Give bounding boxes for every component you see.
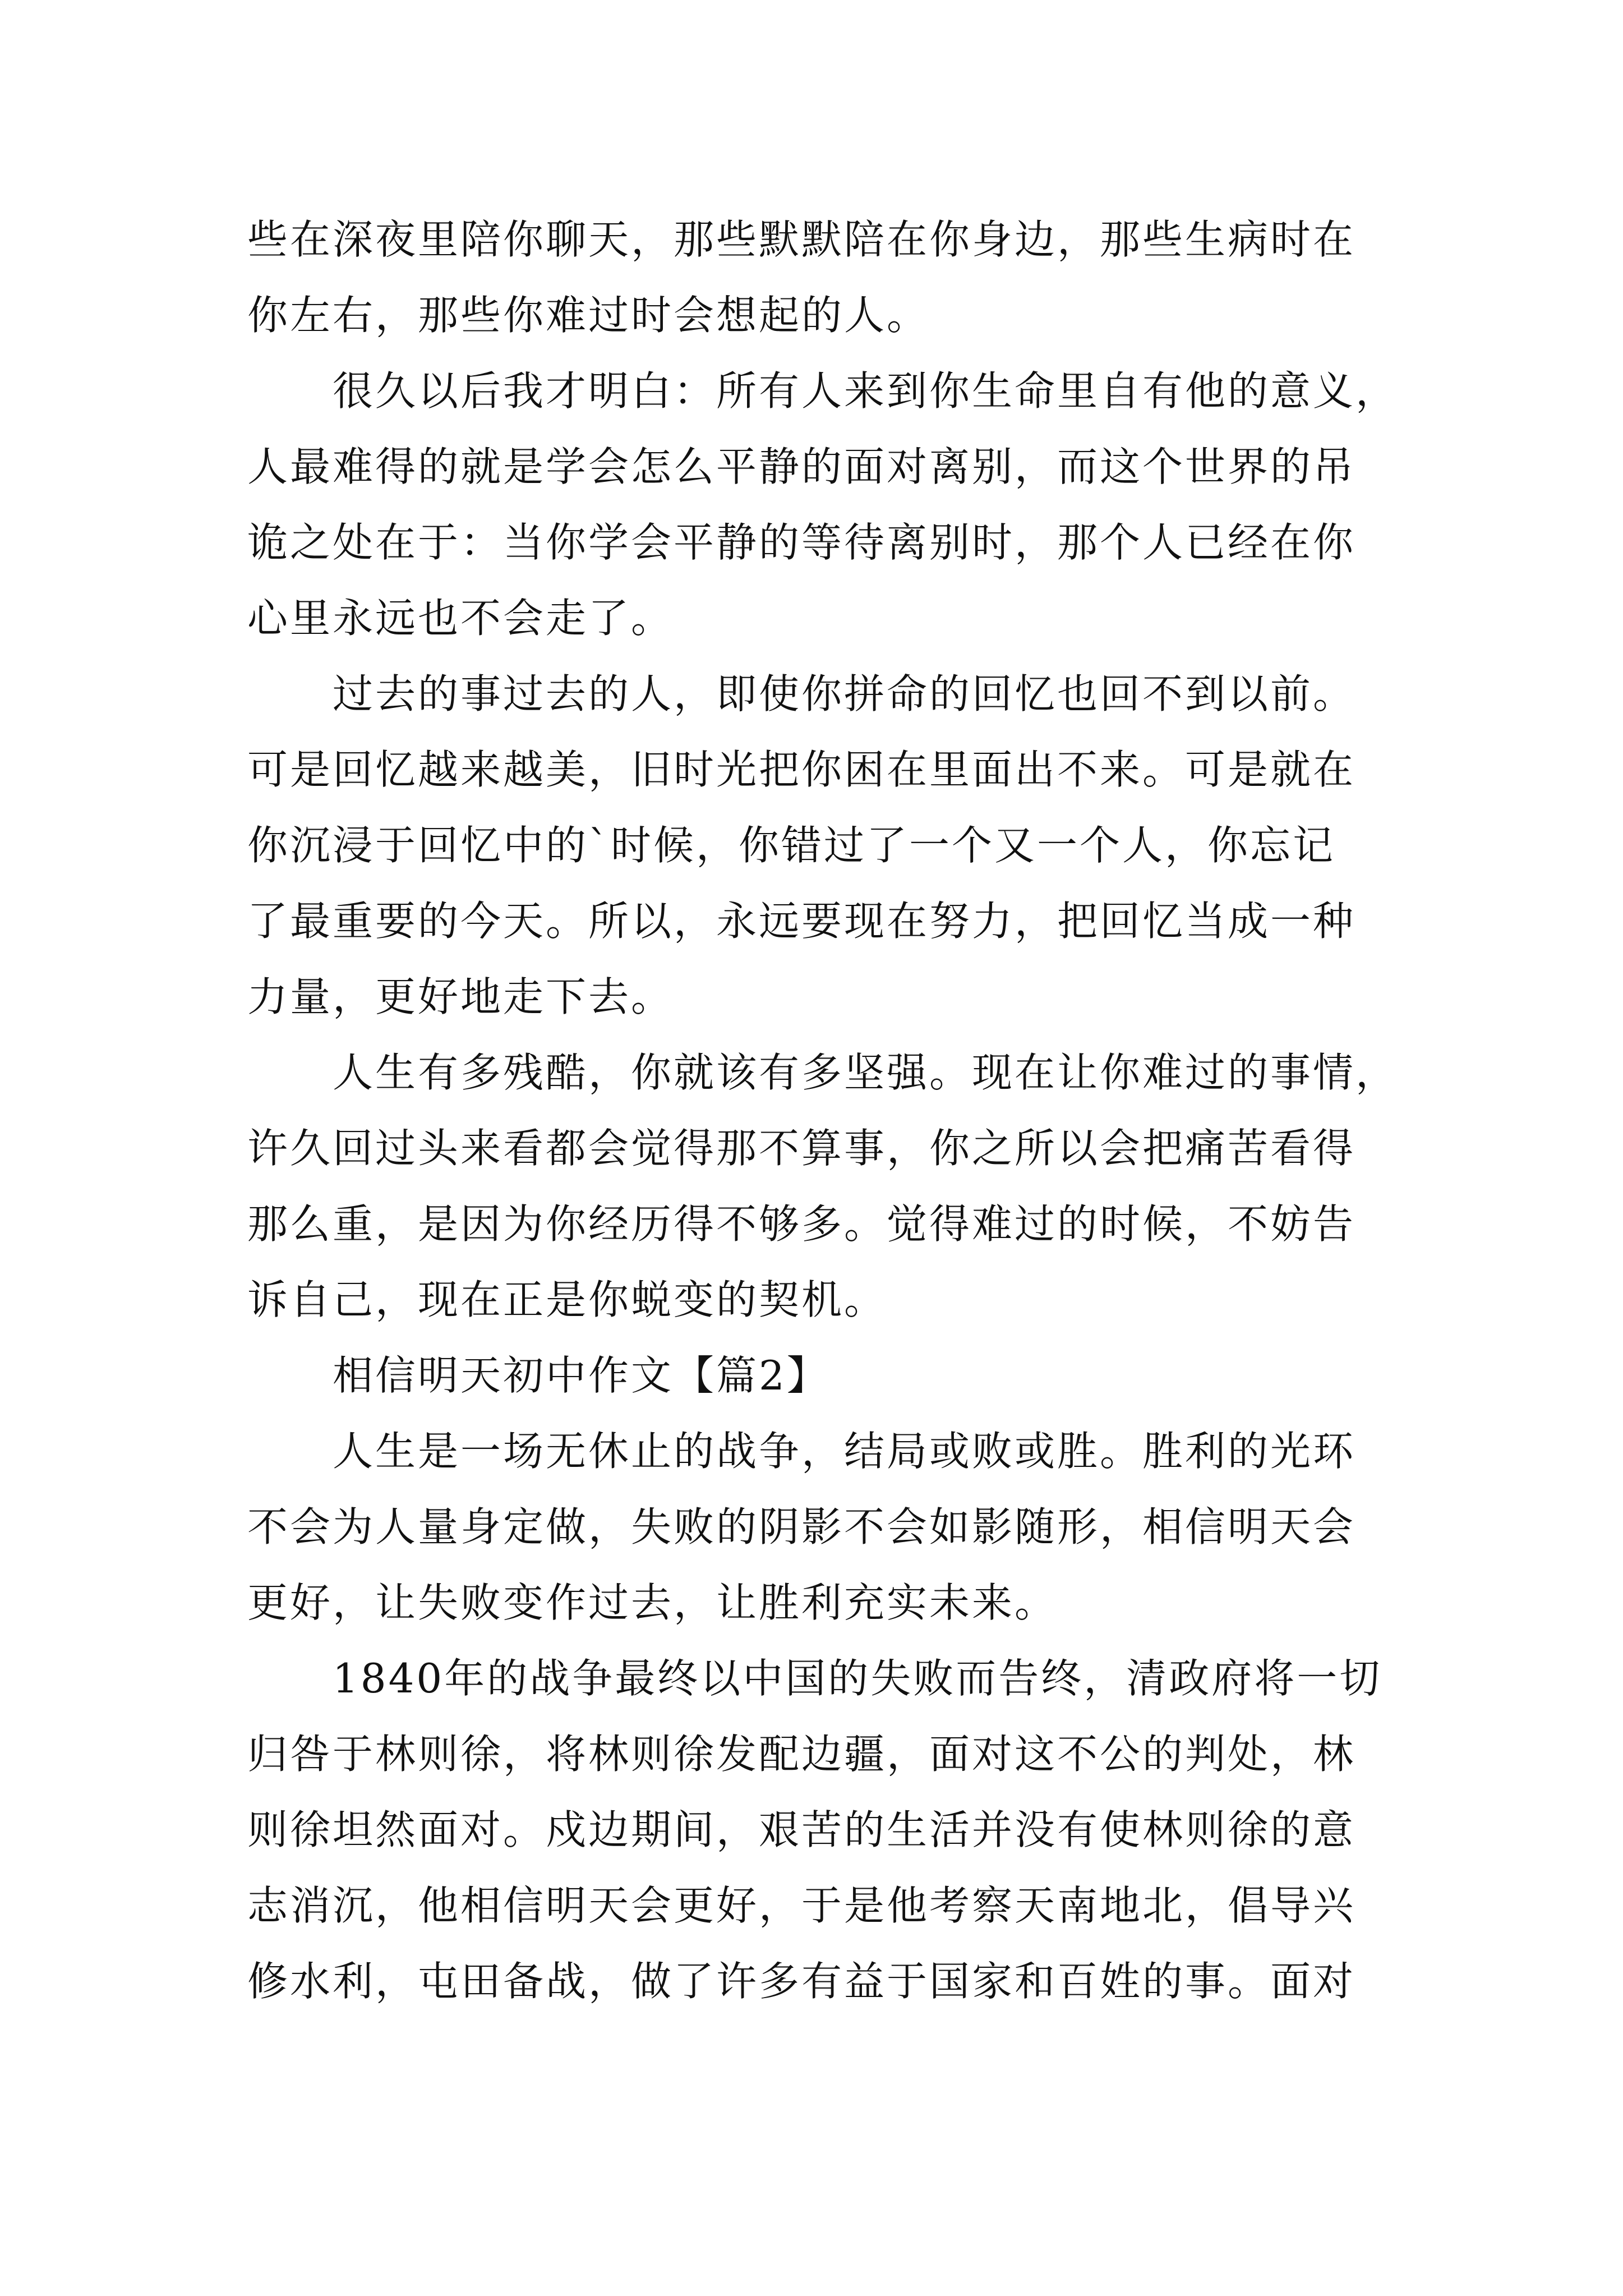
text-line: 过去的事过去的人，即使你拼命的回忆也回不到以前。 — [333, 670, 1356, 717]
text-line: 心里永远也不会走了。 — [247, 595, 674, 642]
text-line: 更好，让失败变作过去，让胜利充实未来。 — [247, 1579, 1058, 1626]
text-line: 不会为人量身定做，失败的阴影不会如影随形，相信明天会 — [247, 1503, 1356, 1550]
text-line: 人最难得的就是学会怎么平静的面对离别，而这个世界的吊 — [247, 443, 1356, 490]
text-line: 力量，更好地走下去。 — [247, 973, 674, 1020]
text-line: 归咎于林则徐，将林则徐发配边疆，面对这不公的判处，林 — [247, 1731, 1356, 1778]
text-line: 了最重要的今天。所以，永远要现在努力，把回忆当成一种 — [247, 898, 1356, 945]
text-line: 些在深夜里陪你聊天，那些默默陪在你身边，那些生病时在 — [247, 216, 1356, 263]
text-line: 则徐坦然面对。戍边期间，艰苦的生活并没有使林则徐的意 — [247, 1806, 1356, 1853]
text-line: 许久回过头来看都会觉得那不算事，你之所以会把痛苦看得 — [247, 1125, 1356, 1172]
text-line: 人生是一场无休止的战争，结局或败或胜。胜利的光环 — [333, 1428, 1356, 1475]
text-line: 相信明天初中作文【篇2】 — [333, 1352, 829, 1399]
text-line: 诡之处在于：当你学会平静的等待离别时，那个人已经在你 — [247, 519, 1356, 566]
text-line: 1840年的战争最终以中国的失败而告终，清政府将一切 — [333, 1655, 1382, 1702]
text-line: 修水利，屯田备战，做了许多有益于国家和百姓的事。面对 — [247, 1958, 1356, 2005]
text-line: 很久以后我才明白：所有人来到你生命里自有他的意义， — [333, 367, 1399, 415]
text-line: 可是回忆越来越美，旧时光把你困在里面出不来。可是就在 — [247, 746, 1356, 793]
text-line: 你左右，那些你难过时会想起的人。 — [247, 292, 930, 339]
body-text — [247, 202, 1399, 2019]
text-line: 人生有多残酷，你就该有多坚强。现在让你难过的事情， — [333, 1049, 1399, 1096]
text-line: 那么重，是因为你经历得不够多。觉得难过的时候，不妨告 — [247, 1200, 1356, 1248]
text-line: 你沉浸于回忆中的`时候，你错过了一个又一个人，你忘记 — [247, 822, 1336, 869]
text-line: 诉自己，现在正是你蜕变的契机。 — [247, 1276, 887, 1323]
text-line: 志消沉，他相信明天会更好，于是他考察天南地北，倡导兴 — [247, 1882, 1356, 1929]
